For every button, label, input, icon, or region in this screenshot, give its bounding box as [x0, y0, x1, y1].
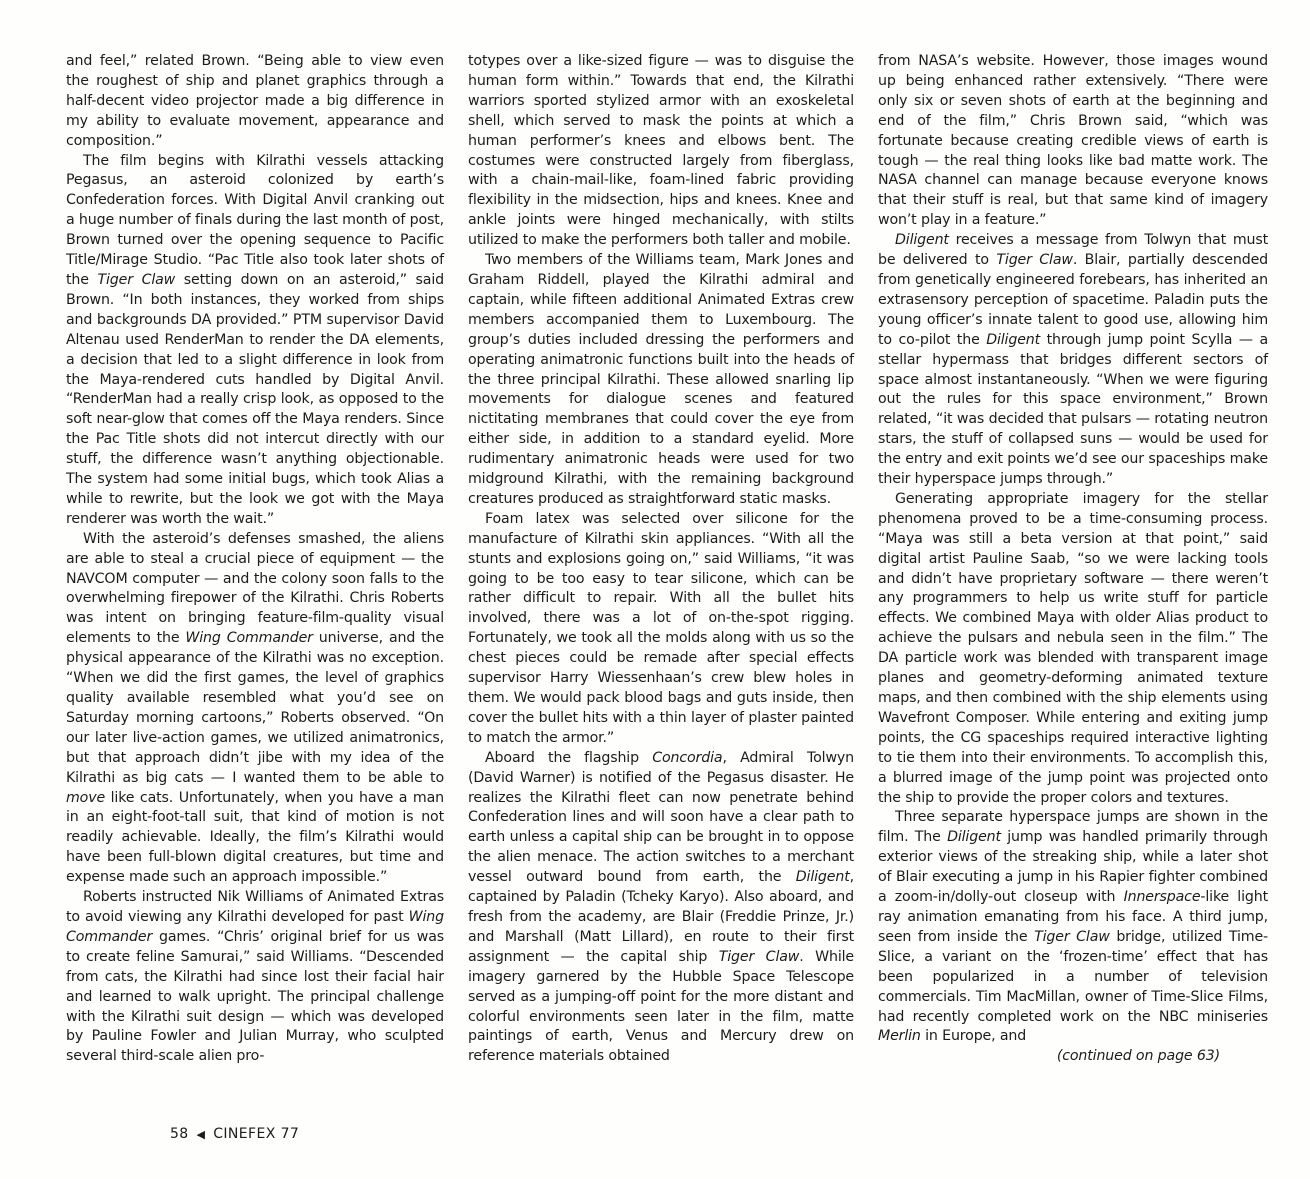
paragraph: Generating appropriate imagery for the stellar phenomena proved to be a time-consuming process. “Maya was still a beta version at that point,” said digital artist Pauline Saab, “so we were lacking tools and didn’t have proprietary software — there weren’t any programmers to help us write stuff for particle effects. We combined Maya with older Alias product to achieve the pulsars and nebula seen in the film.” The DA particle work was blended with transparent image planes and geometry-deforming animated texture maps, and then combined with the ship elements using Wavefront Composer. While entering and exiting jump points, the CG spaceships required interactive lighting to tie them into their environments. To accomplish this, a blurred image of the jump point was projected onto the ship to provide the proper colors and textures. [878, 490, 1268, 806]
paragraph: from NASA’s website. However, those images wound up being enhanced rather extensively. “There were only six or seven shots of earth at the beginning and end of the film,” Chris Brown said, “which was fortunate because creating credible views of earth is tough — the real thing looks like bad matte work. The NASA channel can manage because everyone knows that their stuff is real, but that same kind of imagery won’t play in a feature.” [878, 53, 1268, 229]
left-triangle-icon: ◀ [196, 1128, 206, 1141]
paragraph: Roberts instructed Nik Williams of Animated Extras to avoid viewing any Kilrathi developed for past Wing Commander games. “Chris’ original brief for us was to create feline Samurai,” said Williams. “Descended from cats, the Kilrathi had since lost their facial hair and learned to walk upright. The principal challenge with the Kilrathi suit design — which was developed by Pauline Fowler and Julian Murray, who sculpted several third-scale alien pro- [66, 889, 444, 1065]
paragraph: With the asteroid’s defenses smashed, the aliens are able to steal a crucial piece of equipment — the NAVCOM computer — and the colony soon falls to the overwhelming firepower of the Kilrathi. Chris Roberts was intent on bringing feature-film-quality visual elements to the Wing Commander universe, and the physical appearance of the Kilrathi was no exception. “When we did the first games, the level of graphics quality available resembled what you’d see on Saturday morning cartoons,” Roberts observed. “On our later live-action games, we utilized animatronics, but that approach didn’t jibe with my idea of the Kilrathi as big cats — I wanted them to be able to move like cats. Unfortunately, when you have a man in an eight-foot-tall suit, that kind of motion is not readily achievable. Ideally, the film’s Kilrathi would have been full-blown digital creatures, but time and expense made such an approach impossible.” [66, 530, 444, 886]
paragraph: Three separate hyperspace jumps are shown in the film. The Diligent jump was handled primarily through exterior views of the streaking ship, while a later shot of Blair executing a jump in his Rapier fighter combined a zoom-in/dolly-out closeup with Innerspace-like light ray animation emanating from his face. A third jump, seen from inside the Tiger Claw bridge, utilized Time-Slice, a variant on the ‘frozen-time’ effect that has been popularized in a number of television commercials. Tim MacMillan, owner of Time-Slice Films, had recently completed work on the NBC miniseries Merlin in Europe, and [878, 809, 1269, 1045]
paragraph: Aboard the flagship Concordia, Admiral Tolwyn (David Warner) is notified of the Pegasus disaster. He realizes the Kilrathi fleet can now penetrate behind Confederation lines and will soon have a clear path to earth unless a capital ship can be brought in to oppose the alien menace. The action switches to a merchant vessel outward bound from earth, the Diligent, captained by Paladin (Tcheky Karyo). Also aboard, and fresh from the academy, are Blair (Freddie Prinze, Jr.) and Marshall (Matt Lillard), en route to their first assignment — the capital ship Tiger Claw. While imagery garnered by the Hubble Space Telescope served as a jumping-off point for the more distant and colorful environments seen later in the film, matte paintings of earth, Venus and Mercury drew on reference materials obtained [468, 749, 854, 1065]
paragraph: The film begins with Kilrathi vessels attacking Pegasus, an asteroid colonized by earth’s Confederation forces. With Digital Anvil cranking out a huge number of finals during the last month of post, Brown turned over the opening sequence to Pacific Title/Mirage Studio. “Pac Title also took later shots of the Tiger Claw setting down on an asteroid,” said Brown. “In both instances, they worked from ships and backgrounds DA provided.” PTM supervisor David Altenau used RenderMan to render the DA elements, a decision that led to a slight difference in look from the Maya-rendered cuts handled by Digital Anvil. “RenderMan had a really crisp look, as opposed to the soft near-glow that comes off the Maya renders. Since the Pac Title shots did not intercut directly with our stuff, the difference wasn’t anything objectionable. The system had some initial bugs, which took Alias a while to rewrite, but the look we got with the Maya renderer was worth the wait.” [66, 152, 444, 527]
page-footer [170, 1126, 299, 1142]
page-number: 58 [170, 1126, 189, 1142]
article-column-2 [468, 52, 854, 1067]
article-column-3 [878, 52, 1268, 1067]
paragraph: Two members of the Williams team, Mark Jones and Graham Riddell, played the Kilrathi admiral and captain, while fifteen additional Animated Extras crew members accompanied them to Luxembourg. The group’s duties included dressing the performers and operating animatronic functions built into the heads of the three principal Kilrathi. These allowed snarling lip movements for dialogue scenes and featured nictitating membranes that could cover the eye from either side, in addition to a standard eyelid. More rudimentary animatronic heads were used for two midground Kilrathi, with the remaining background creatures produced as straightforward static masks. [468, 252, 854, 507]
paragraph: Diligent receives a message from Tolwyn that must be delivered to Tiger Claw. Blair, partially descended from genetically engineered forebears, has inherited an extrasensory perception of spacetime. Paladin puts the young officer’s innate talent to good use, allowing him to co-pilot the Diligent through jump point Scylla — a stellar hypermass that bridges different sectors of space almost instantaneously. “When we were figuring out the rules for this space environment,” Brown related, “it was decided that pulsars — rotating neutron stars, the stuff of collapsed suns — would be used for the entry and exit points we’d see our spaceships make their hyperspace jumps through.” [878, 232, 1268, 488]
paragraph: Foam latex was selected over silicone for the manufacture of Kilrathi skin appliances. “With all the stunts and explosions going on,” said Williams, “it was going to be too easy to tear silicone, which can be rather difficult to repair. With all the bullet hits involved, there was a lot of on-the-spot rigging. Fortunately, we took all the molds along with us so the chest pieces could be remade after special effects supervisor Harry Wiessenhaan’s crew blew holes in them. We would pack blood bags and guts inside, then cover the bullet hits with a thin layer of plaster painted to match the armor.” [468, 510, 854, 746]
paragraph: totypes over a like-sized figure — was to disguise the human form within.” Towards that end, the Kilrathi warriors sported stylized armor with an exoskeletal shell, which served to mask the points at which a human performer’s knees and elbows bent. The costumes were constructed largely from fiberglass, with a chain-mail-like, foam-lined fabric providing flexibility in the midsection, hips and knees. Knee and ankle joints were hinged mechanically, with stilts utilized to make the performers both taller and mobile. [468, 53, 854, 249]
magazine-name: CINEFEX 77 [213, 1126, 300, 1142]
article-column-1 [66, 52, 444, 1067]
continued-note: (continued on page 63) [1056, 1048, 1220, 1065]
paragraph: and feel,” related Brown. “Being able to view even the roughest of ship and planet graphics through a half-decent video projector made a big difference in my ability to evaluate movement, appearance and composition.” [66, 53, 444, 149]
